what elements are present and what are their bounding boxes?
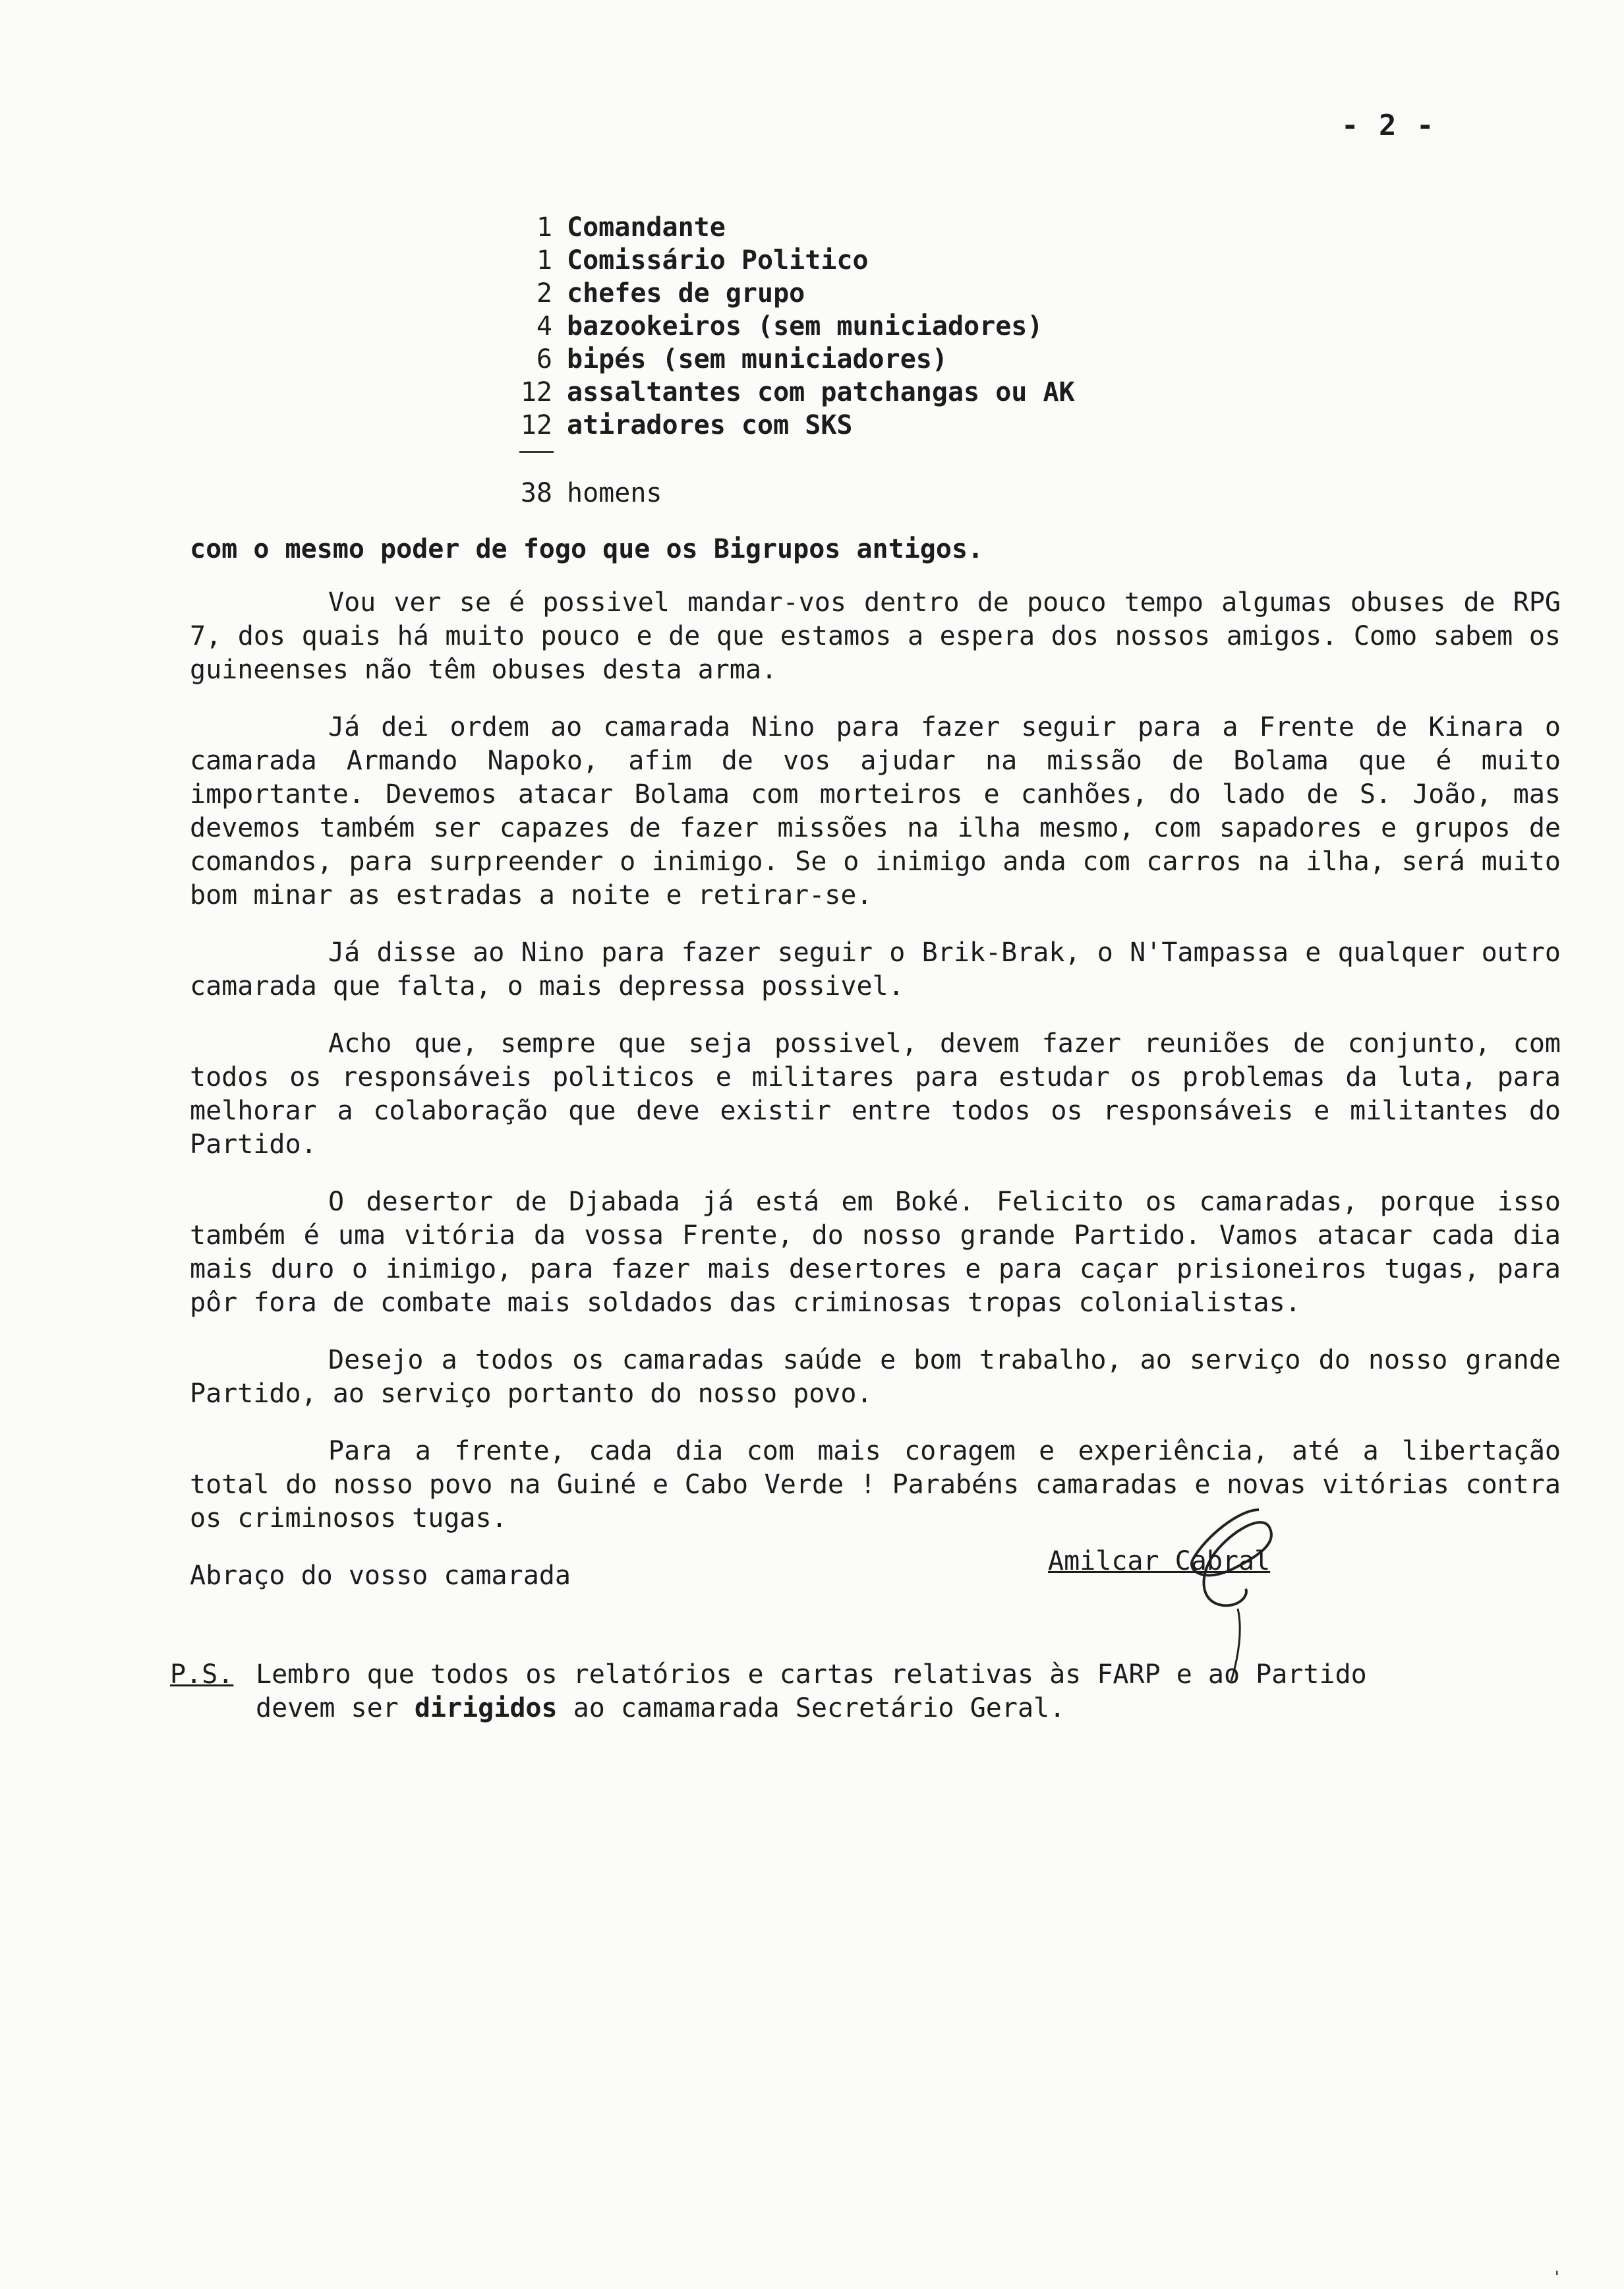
paragraph: com o mesmo poder de fogo que os Bigrupos antigos. [190, 534, 984, 564]
sum-divider [519, 451, 554, 477]
roster-total-row [514, 477, 1206, 510]
roster-count: 1 [536, 245, 552, 276]
roster-row [514, 409, 1206, 442]
roster-sum-rule [514, 442, 1206, 477]
roster-role: chefes de grupo [567, 278, 805, 309]
roster-count: 2 [536, 278, 552, 309]
roster-count: 12 [520, 410, 552, 440]
roster-total-count: 38 [520, 478, 552, 508]
paragraph: O desertor de Djabada já está em Boké. Felicito os camaradas, porque isso também é uma vitória da vossa Frente, do nosso grande Partido. Vamos atacar cada dia mais duro o inimigo, para fazer mais desertores e para caçar prisioneiros tugas, para pôr fora de combate mais soldados das criminosas tropas colonialistas. [190, 1187, 1561, 1318]
signatory-name: Amilcar Cabral [1048, 1546, 1271, 1576]
roster-role: bazookeiros (sem municiadores) [567, 311, 1043, 342]
postscript-line: Lembro que todos os relatórios e cartas relativas às FARP e ao Partido [256, 1659, 1367, 1690]
roster-total-label: homens [567, 478, 662, 508]
roster-row [514, 244, 1206, 277]
paragraph: Para a frente, cada dia com mais coragem e experiência, até a libertação total do nosso povo na Guiné e Cabo Verde ! Parabéns camaradas e novas vitórias contra os criminosos tugas. [190, 1436, 1561, 1533]
paragraph: Já dei ordem ao camarada Nino para fazer seguir para a Frente de Kinara o camarada Armando Napoko, afim de vos ajudar na missão de Bolama que é muito importante. Devemos atacar Bolama com morteiros e canhões, do lado de S. João, mas devemos também ser capazes de fazer missões na ilha mesmo, com sapadores e grupos de comandos, para surpreender o inimigo. Se o inimigo anda com carros na ilha, será muito bom minar as estradas a noite e retirar-se. [190, 712, 1561, 910]
postscript-emphasis: dirigidos [414, 1693, 558, 1723]
postscript-label: P.S. [170, 1659, 234, 1690]
roster-role: Comandante [567, 212, 726, 243]
roster-row [514, 310, 1206, 343]
roster-row [514, 277, 1206, 310]
paragraph: Já disse ao Nino para fazer seguir o Brik-Brak, o N'Tampassa e qualquer outro camarada que falta, o mais depressa possivel. [190, 937, 1561, 1001]
roster-role: Comissário Politico [567, 245, 869, 276]
roster-row [514, 376, 1206, 409]
paragraph: Vou ver se é possivel mandar-vos dentro de pouco tempo algumas obuses de RPG 7, dos quais há muito pouco e de que estamos a espera dos nossos amigos. Como sabem os guineenses não têm obuses desta arma. [190, 587, 1561, 685]
postscript-text [256, 1658, 1367, 1725]
postscript-line [256, 1692, 1367, 1725]
roster-role: assaltantes com patchangas ou AK [567, 377, 1075, 407]
corner-mark: ' [1552, 2268, 1562, 2286]
postscript [170, 1658, 1488, 1725]
roster-count: 6 [536, 344, 552, 374]
postscript-text-part: ao camamarada Secretário Geral. [557, 1693, 1066, 1723]
roster-row [514, 343, 1206, 376]
roster-count: 12 [520, 377, 552, 407]
paragraph: Desejo a todos os camaradas saúde e bom trabalho, ao serviço do nosso grande Partido, ao serviço portanto do nosso povo. [190, 1345, 1561, 1409]
roster-role: atiradores com SKS [567, 410, 853, 440]
unit-composition-list [514, 211, 1206, 510]
roster-role: bipés (sem municiadores) [567, 344, 948, 374]
roster-count: 4 [536, 311, 552, 342]
postscript-text-part: devem ser [256, 1693, 415, 1723]
page-number: - 2 - [1341, 109, 1436, 142]
roster-count: 1 [536, 212, 552, 243]
paragraph: Acho que, sempre que seja possivel, devem fazer reuniões de conjunto, com todos os responsáveis politicos e militares para estudar os problemas da luta, para melhorar a colaboração que deve existir entre todos os responsáveis e militantes do Partido. [190, 1028, 1561, 1160]
closing-salutation: Abraço do vosso camarada [190, 1561, 571, 1591]
letter-body [190, 533, 1561, 1617]
roster-row [514, 211, 1206, 244]
